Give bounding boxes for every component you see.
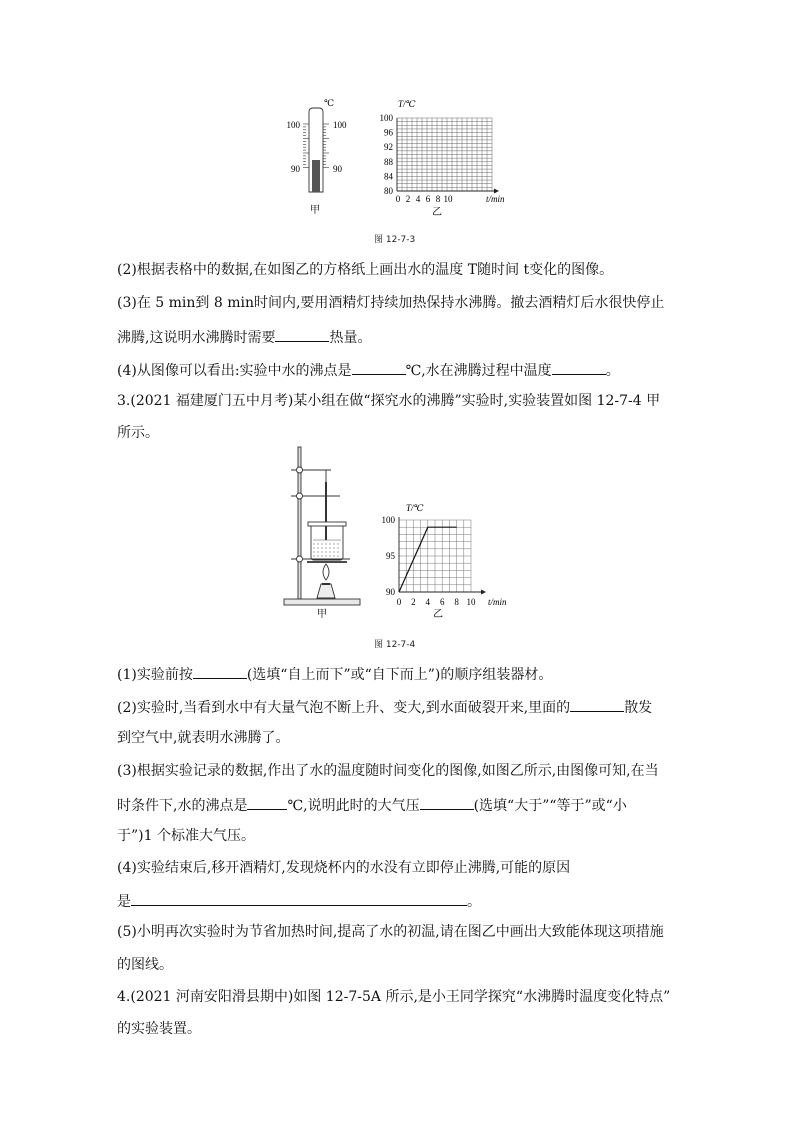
chart-x-tick-label: 0 (396, 597, 402, 607)
thermometer (287, 98, 348, 216)
answer-blank-reason[interactable] (131, 891, 467, 906)
q2-line4-post: 。 (605, 363, 620, 379)
q3-s2a-post: 散发 (624, 700, 653, 716)
q4-intro-a: 4.(2021 河南安阳滑县期中)如图 12-7-5A 所示,是小王同学探究“水沸腾时温度变化特点” (117, 989, 671, 1005)
chart-x-tick-label: 6 (439, 597, 445, 607)
q3-s2a (117, 697, 652, 717)
grid-x-tick-label: 0 (395, 194, 401, 204)
grid-x-axis-label: t/min (486, 194, 505, 204)
q2-line3b (117, 327, 371, 347)
q3-s1 (117, 664, 552, 684)
grid-caption: 乙 (432, 207, 442, 218)
alcohol-burner (317, 584, 335, 598)
answer-blank-assembly-order[interactable] (193, 664, 247, 679)
apparatus-caption: 甲 (317, 609, 327, 620)
figure-12-7-3 (270, 92, 520, 222)
q3-s3b-mid: ℃,说明此时的大气压 (287, 798, 420, 814)
q3-intro-b: 所示。 (117, 425, 159, 441)
q3-s4b-pre: 是 (117, 894, 131, 910)
grid-x-tick-label: 10 (443, 194, 453, 204)
figure-12-7-4 (280, 440, 520, 620)
figure-12-7-4-caption: 图 12-7-4 (374, 640, 416, 650)
grid-x-tick-label: 4 (415, 194, 421, 204)
q3-s2b: 到空气中,就表明水沸腾了。 (117, 730, 290, 746)
thermometer-label-90-right: 90 (333, 164, 342, 174)
q3-s1-pre: (1)实验前按 (117, 667, 193, 683)
chart-y-tick-label: 90 (386, 587, 395, 597)
q3-s4b (117, 891, 481, 911)
grid-x-tick-label: 6 (425, 194, 431, 204)
answer-blank-pressure[interactable] (420, 795, 474, 810)
burner-flame (323, 564, 329, 580)
grid-x-tick-label: 8 (435, 194, 441, 204)
chart-caption: 乙 (433, 609, 443, 620)
q3-s3c: 于”)1 个标准大气压。 (117, 828, 255, 844)
q3-s1-post: (选填“自上而下”或“自下而上”)的顺序组装器材。 (246, 667, 553, 683)
empty-grid (380, 99, 506, 218)
thermometer-label-90-left: 90 (291, 164, 300, 174)
chart-y-tick-label: 100 (381, 515, 395, 525)
chart-x-tick-label: 4 (425, 597, 431, 607)
q3-s3b-pre: 时条件下,水的沸点是 (117, 798, 248, 814)
thermometer-label-100-left: 100 (286, 120, 300, 130)
q2-line4 (117, 360, 620, 380)
grid-y-tick-label: 96 (384, 127, 393, 138)
boiling-apparatus (284, 447, 360, 605)
grid-y-tick-label: 92 (384, 142, 393, 153)
answer-blank-temperature-change[interactable] (552, 360, 606, 375)
temperature-chart (382, 503, 508, 620)
q2-line3b-post: 热量。 (329, 330, 372, 346)
q4-intro-b: 的实验装置。 (117, 1021, 201, 1037)
chart-x-tick-label: 2 (411, 597, 416, 607)
q3-s5b: 的图线。 (117, 957, 173, 973)
grid-y-tick-label: 88 (384, 156, 393, 167)
q3-intro-a: 3.(2021 福建厦门五中月考)某小组在做“探究水的沸腾”实验时,实验装置如图 12-7-4 甲 (117, 393, 661, 409)
q2-line3b-pre: 沸腾,这说明水沸腾时需要 (117, 330, 276, 346)
q3-s4b-post: 。 (467, 894, 481, 910)
grid-y-tick-label: 84 (384, 171, 393, 182)
answer-blank-boiling-point-2[interactable] (247, 795, 287, 810)
q2-line4-pre: (4)从图像可以看出:实验中水的沸点是 (117, 363, 352, 379)
answer-blank-vapor[interactable] (570, 697, 624, 712)
thermometer-unit: ℃ (323, 98, 335, 108)
grid-x-tick-label: 2 (405, 194, 411, 204)
grid-y-axis-label: T/℃ (398, 99, 416, 109)
chart-y-axis-label: T/℃ (406, 503, 424, 513)
stand-base (284, 599, 360, 605)
q3-s4a: (4)实验结束后,移开酒精灯,发现烧杯内的水没有立即停止沸腾,可能的原因 (117, 860, 571, 876)
answer-blank-heat[interactable] (275, 327, 329, 342)
chart-y-tick-label: 95 (386, 551, 395, 561)
q3-s3b (117, 795, 627, 815)
grid-y-tick-label: 100 (379, 113, 393, 123)
grid-y-tick-label: 80 (384, 186, 393, 196)
q3-s3b-post: (选填“大于”“等于”或“小 (473, 798, 627, 814)
q2-line3a: (3)在 5 min到 8 min时间内,要用酒精灯持续加热保持水沸腾。撤去酒精灯后水很快停止 (117, 295, 665, 311)
chart-x-tick-label: 8 (454, 597, 459, 607)
q3-s3a: (3)根据实验记录的数据,作出了水的温度随时间变化的图像,如图乙所示,由图像可知,在当 (117, 763, 659, 779)
thermometer-label-100-right: 100 (333, 120, 347, 130)
chart-x-tick-label: 10 (466, 597, 476, 607)
q2-line2: (2)根据表格中的数据,在如图乙的方格纸上画出水的温度 T随时间 t变化的图像。 (117, 262, 614, 278)
q3-s5a: (5)小明再次实验时为节省加热时间,提高了水的初温,请在图乙中画出大致能体现这项措施 (117, 924, 664, 940)
thermometer-caption: 甲 (310, 205, 320, 216)
q3-s2a-pre: (2)实验时,当看到水中有大量气泡不断上升、变大,到水面破裂开来,里面的 (117, 700, 571, 716)
figure-12-7-3-caption: 图 12-7-3 (374, 235, 416, 245)
answer-blank-boiling-point[interactable] (352, 360, 406, 375)
chart-x-axis-label: t/min (488, 597, 507, 607)
q2-line4-mid: ℃,水在沸腾过程中温度 (405, 363, 552, 379)
thermometer-liquid (312, 160, 320, 192)
beaker-water (313, 540, 341, 556)
